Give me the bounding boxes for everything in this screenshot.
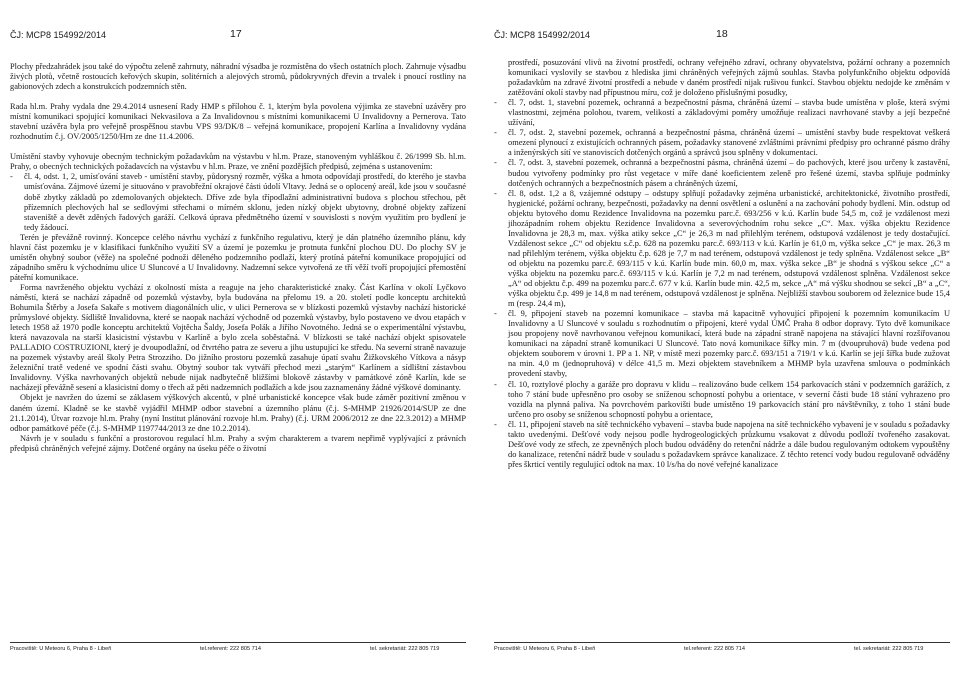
- right-page: [484, 0, 960, 682]
- paragraph: Plochy předzahrádek jsou také do výpočtu zeleně zahrnuty, náhradní výsadba je rozmístěna do všech ostatních ploch. Zahrnuje výsadbu živých plotů, včetně rostoucích keřových skupin, solitérních a alejových stromů, půdokryvných dřevin a trvalek i pnoucí rostliny na gabionových zdech a konstrukcích podzemních stěn.: [10, 62, 466, 92]
- page-footer: [10, 642, 466, 654]
- list-item: [494, 189, 950, 310]
- footer-secretariat-phone: tel. sekretariát: 222 805 719: [370, 646, 440, 652]
- page-number: 18: [716, 28, 728, 40]
- list-item: [494, 158, 950, 188]
- list-dash: -: [494, 379, 497, 389]
- list-dash: -: [494, 158, 497, 168]
- paragraph: Návrh je v souladu s funkční a prostorovou regulací hl.m. Prahy a svým charakterem a tvarem nepřimě vyplývající z právních předpisů chráněných veřejné zájmy. Dotčené orgány na úseku péče o životní: [10, 433, 466, 453]
- list-item: [494, 128, 950, 158]
- paragraph: Terén je převážně rovinný. Koncepce celého návrhu vychází z funkčního regulativu, který je dán platného územního plánu, kdy hlavní část pozemku je v klasifikaci funkčního využití SV a území je pozemku je protnuta funkční plochou DU. Do plochy SV je umístěn ohybný soubor (věže) na společné podnoži děleného podzemního podlaží, který protíná páteřní komunikace propojující od západního směru k východnímu ulice U Sluncové a U Invalidovny. Nadzemní sekce vytvořená ze tří věží tvoří propojující přemostění páteřní komunikace.: [10, 232, 466, 282]
- list-item-text: čl. 7, odst. 2, stavební pozemek, ochranná a bezpečnostní pásma, chráněná území – umístění stavby bude respektovat veškerá omezení plynoucí z existujících ochranných pásem, požadavky stanovené zvláštními právními předpisy pro ochranné pásmo dráhy a inženýrských sítí ve stanoviscích dotčených orgánů a správců jsou splněny v dokumentaci.: [508, 128, 950, 158]
- list-item: [494, 380, 950, 420]
- list-item: [494, 98, 950, 128]
- footer-referent-phone: tel.referent: 222 805 714: [200, 646, 261, 652]
- list-item-text: čl. 9, připojení staveb na pozemní komunikace – stavba má kapacitně vyhovující připojení k pozemním komunikacím U Invalidovny a U Sluncové v souladu s rozhodnutím o připojení, které vydal ÚMČ Praha 8 odbor dopravy. Tyto dvě komunikace jsou propojeny nově navrhovanou veřejnou komunikací, která bude na západní straně napojena na stávající hlavní rozšiřovanou komunikaci na západní straně komunikaci U Sluncové. Tato nová komunikace šířky min. 7 m (dvoupruhová) bude vedena pod objektem souborem v úrovni 1. PP a 1. NP, v místě mezi pozemky parc.č. 693/151 a 719/1 v k.ú. Karlín se její šířka bude zužovat na min. 4,0 m (jednopruhová) v délce 41,5 m. Mezi objektem stavebníkem a MHMP byla uzavřena smlouva o podmínkách provedení stavby,: [508, 309, 950, 379]
- footer-address: Pracoviště: U Meteoru 6, Praha 8 - Libeň: [10, 646, 112, 652]
- footer-secretariat-phone: tel. sekretariát: 222 805 719: [854, 646, 924, 652]
- left-page: [0, 0, 476, 682]
- list-item-text: čl. 10, roztylové plochy a garáže pro dopravu v klidu – realizováno bude celkem 154 parkovacích stání v podzemních garážích, z toho 7 stání bude upřesněno pro osoby se sníženou schopností pohybu a orientace, v severní části bude 18 stání vyhrazeno pro vozidla na plynná paliva. Na povrchovém parkovišti bude umístěno 19 parkovacích stání pro návštěvníky, z toho 1 stání bude určeno pro osoby se sníženou schopností pohybu a orientace,: [508, 379, 950, 419]
- paragraph: Objekt je navržen do území se záklasem výškových akcentů, v plné urbanistické koncepce však bude záměr pozitivní změnou v daném území. Kladně se ke stavbě vyjádřil MHMP odbor stavební a územního plánu (č.j. S-MHMP 21926/2014/SUP ze dne 21.1.2014), Útvar rozvoje hl.m. Prahy (nyní Institut plánování rozvoje hl.m. Prahy) (č.j. URM 2006/2012 ze dne 22.3.2012) a MHMP odbor památkové péče (č.j. S-MHMP 1197744/2013 ze dne 10.2.2014).: [10, 393, 466, 433]
- reference-number: ČJ: MCP8 154992/2014: [10, 30, 107, 40]
- paragraph: Forma navrženého objektu vychází z okolností místa a reaguje na jeho charakteristické znaky. Část Karlína v okolí Lyčkovo náměstí, která se nachází západně od pozemků výstavby, byla budována na přelomu 19. a 20. století podle konceptu architektů Bohumila Štěrby a Josefa Sakaře s motivem diagonálních ulic, v ulici Pernerova se v blízkosti pozemků výstavby nachází historické průmyslové objekty. Sídliště Invalidovna, které se naopak nachází východně od pozemků výstavby, bylo postaveno ve dvou etapách v letech 1958 až 1970 podle konceptu architektů Vojtěcha Šaldy, Josefa Polák a Jiřího Novotného. Jedná se o experimentální výstavbu, která navazovala na starší klasicistní výstavbu v Karlíně a bylo zcela soběstačná. V blízkosti se také nachází objekt spisovatele PALLADIO COSTRUZIONI, který je dvoupodlažní, od čtvrtého patra ze severu a jihu ustupující ke středu. Na severní straně navazuje na pozemek výstavby areál školy Petra Strozziho. Do jižního prostoru pozemků zasahuje úpatí svahu Žižkovského Vítkova a násyp železniční tratě vedené ve spodní části svahu. Obytný soubor tak vytváří přechod mezi „starým“ Karlínem a sídlištní zástavbou Invalidovny. Výška navrhovaných objektů nebude nijak nadbytečně bližšími blokově zástavby v památkové zóně Karlín, kde se nacházejí převážně sesení a klasicistní domy o třech až pěti nadzemních podlažích a kde jsou zaznamenány žádné výškové dominanty.: [10, 282, 466, 393]
- list-dash: -: [494, 128, 497, 138]
- page-footer: [494, 642, 950, 654]
- page-header: [10, 30, 466, 44]
- footer-address: Pracoviště: U Meteoru 6, Praha 8 - Libeň: [494, 646, 596, 652]
- list-dash: -: [494, 188, 497, 198]
- paragraph: Umístění stavby vyhovuje obecným technickým požadavkům na výstavbu v hl.m. Praze, stanoveným vyhláškou č. 26/1999 Sb. hl.m. Prahy, o obecných technických požadavcích na výstavbu v hl.m. Praze, ve znění pozdějších předpisů, zejména s ustanovením:: [10, 152, 466, 172]
- list-dash: -: [494, 309, 497, 319]
- page-body: [10, 62, 466, 454]
- list-dash: -: [494, 419, 497, 429]
- page-body: [494, 58, 950, 470]
- list-item: [10, 172, 466, 232]
- page-header: [494, 30, 950, 44]
- list-item: [494, 309, 950, 379]
- list-item-text: čl. 7, odst. 3, stavební pozemek, ochranná a bezpečnostní pásma, chráněná území – do pachových, které jsou určeny k zastavění, budou vytvořeny podmínky pro růst vegetace v míře dané koeficientem zeleně pro řešené území, stavba splňuje podmínky dotčených ochranných a bezpečnostních pásem a chráněných území,: [508, 158, 950, 188]
- footer-referent-phone: tel.referent: 222 805 714: [684, 646, 745, 652]
- list-item-text: čl. 8, odst. 1,2 a 8, vzájemné odstupy – odstupy splňují požadavky zejména urbanistické, architektonické, životního prostředí, hygienické, požární ochrany, bezpečnosti, požadavky na denní osvětlení a oslunění a na zachování pohody bydlení. Min. odstup od objektu bytového domu Rezidence Invalidovna na pozemku parc.č. 693/256 v k.ú. Karlín bude 54,5 m, což je vzdálenost mezi jihozápadním rohem objektu Rezidence Invalidovna a severovýchodním rohu sekce „C“. Max. výška objektu Rezidence Invalidovna je 28,3 m, max. výška atiky sekce „C“ je 26,3 m nad přilehlým terénem, odstupová vzdálenost je tedy dostačující. Vzdálenost sekce „C“ od objektu s.č.p. 628 na pozemku parc.č. 693/113 v k.ú. Karlín je 61,0 m, výška sekce „C“ je max. 26,3 m nad přilehlým terénem, výška objektu č.p. 628 je 7,7 m nad terénem, odstupová vzdálenost je tedy splněna. Vzdálenost sekce „B“ od objektu na pozemku parc.č. 693/115 v k.ú. Karlín bude min. 60,0 m, max. výška sekce „B“ je shodná s výškou sekce „C“ a výška objektu na pozemku parc.č. 693/115 v k.ú. Karlín je 7,2 m nad terénem, odstupová vzdálenost splněna. Vzdálenost sekce „A“ od objektu č.p. 499 na pozemku parc.č. 677 v k.ú. Karlín bude min. 42,5 m, sekce „A“ má výšku shodnou se sekcí „B“ a „C“, výška objektu č.p. 499 je 14,8 m nad terénem, odstupová vzdálenost je splněna. Nejbližší stavbou souborem od železnice bude 15,4 m (resp. 24,4 m),: [508, 188, 950, 309]
- paragraph: Rada hl.m. Prahy vydala dne 29.4.2014 usnesení Rady HMP s přílohou č. 1, kterým byla povolena výjimka ze stavební uzávěry pro místní komunikaci spojující komunikaci Nekvasilova a Za Invalidovnou s místními komunikacemi U Invalidovny a Pernerova. Tato stavební uzávěra byla pro veřejně prospěšnou stavbu VPS 93/DK/8 – veřejná komunikace, propojení Karlína a Invalidovny vydána rozhodnutím č.j. OV/2005/1250/Hrn ze dne 11.4.2006.: [10, 102, 466, 142]
- list-item-text: čl. 4, odst. 1, 2, umísťování staveb - umístění stavby, půdorysný rozměr, výška a hmota odpovídají prostředí, do kterého je stavba umísťována. Zájmové území je situováno v pravobřežní okrajové části údolí Vltavy. Jedná se o oplocený areál, kde jsou v současné době zbytky základů po zdemolovaných objektech. Dříve zde byla třípodlažní administrativní budova s plochou střechou, pět přízemních plechových hal se sedlovými střechami o mírném sklonu, jeden nízký objekt ubytovny, drobné objekty zařízení staveniště a devět zděných řadových garáží. Celková úprava předmětného území v souvislosti s novým využitím pro bydlení je tedy žádoucí.: [24, 172, 466, 232]
- list-item: [494, 420, 950, 470]
- reference-number: ČJ: MCP8 154992/2014: [494, 30, 591, 40]
- list-item-text: čl. 7, odst. 1, stavební pozemek, ochranná a bezpečnostní pásma, chráněná území – stavba bude umístěna v ploše, která svými vlastnostmi, zejména polohou, tvarem, velikostí a základovými poměry umožňuje realizaci navrhované stavby a její bezpečné užívání,: [508, 98, 950, 128]
- list-dash: -: [10, 172, 13, 182]
- list-item-text: čl. 11, připojení staveb na sítě technického vybavení – stavba bude napojena na sítě technického vybavení je v souladu s požadavky takto uvedenými. Dešťové vody nejsou podle hydrogeologických průzkumu vsakovat z důvodu podloží tvořeného zasakovat. Dešťové vody ze střech, ze zpevněných ploch budou odváděny do retenční nádrže a dále budou regulovaným odtokem vypouštěny do kanalizace, retenční nádrž bude v souladu s požadavkem správce kanalizace. Z těchto retencí vody budou regulovaně odváděny přes škrticí ventily regulující odtok na max. 10 l/s/ha do nové veřejné kanalizace: [508, 419, 950, 469]
- page-number: 17: [230, 28, 242, 40]
- list-dash: -: [494, 98, 497, 108]
- paragraph: prostředí, posuzování vlivů na životní prostředí, ochrany veřejného zdraví, ochrany obyvatelstva, požární ochrany a pozemních komunikací vyslovily se stavbou z hlediska jimi chráněných veřejných zájmů souhlas. Stavba polyfunkčního objektu odpovídá požadavkům na zdravé životní prostředí a nebude v daném prostředí nijak rušivou funkcí. Stavbou objektu nedojde ke změnám v zatěžování okolí stavby nad přípustnou míru, což je doloženo příslušnými posudky,: [508, 58, 950, 98]
